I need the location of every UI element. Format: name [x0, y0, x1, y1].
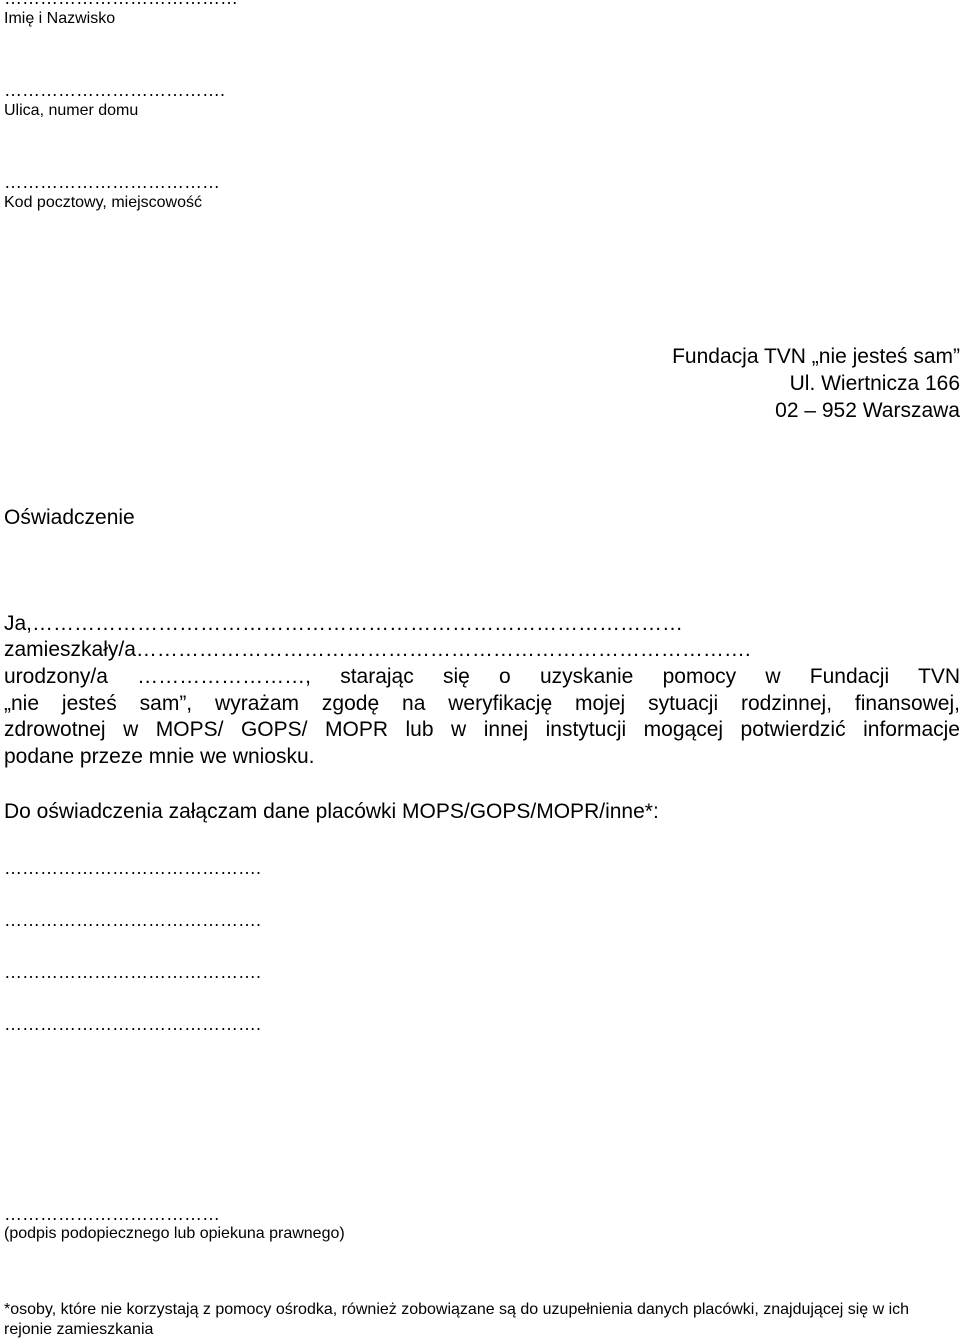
city-dots: ………………………………	[4, 172, 220, 192]
attachment-label: Do oświadczenia załączam dane placówki MOPS/GOPS/MOPR/inne*:	[4, 800, 659, 823]
body-line-name: Ja,…………………………………………………………………………………	[4, 612, 684, 635]
footnote: *osoby, które nie korzystają z pomocy ośrodka, również zobowiązane są do uzupełnienia danych placówki, znajdującej się w ich rejonie zamieszkania	[4, 1301, 910, 1338]
body-line-consent: „nie jesteś sam”, wyrażam zgodę na weryfikację mojej sytuacji rodzinnej, finansowej,	[4, 691, 960, 715]
signature-dots: ………………………………	[4, 1204, 220, 1224]
body-line-address: zamieszkały/a…………………………………………………………………………….	[4, 638, 751, 661]
attachment-line: …………………………………….	[4, 962, 262, 982]
city-label: Kod pocztowy, miejscowość	[4, 194, 202, 211]
recipient-line-3: 02 – 952 Warszawa	[775, 399, 960, 422]
attachment-line: …………………………………….	[4, 858, 262, 878]
street-dots: ……………………………….	[4, 80, 226, 100]
document-title: Oświadczenie	[4, 506, 135, 529]
name-label: Imię i Nazwisko	[4, 10, 116, 27]
street-label: Ulica, numer domu	[4, 102, 139, 119]
attachment-line: …………………………………….	[4, 910, 262, 930]
attachment-line: …………………………………….	[4, 1014, 262, 1034]
body-line-institutions: zdrowotnej w MOPS/ GOPS/ MOPR lub w innej instytucji mogącej potwierdzić informacje	[4, 718, 960, 741]
name-dots	[4, 0, 238, 9]
body-line-end: podane przeze mnie we wniosku.	[4, 744, 315, 768]
signature-label: (podpis podopiecznego lub opiekuna prawnego)	[4, 1225, 345, 1242]
consent-paragraph	[4, 664, 960, 770]
body-line-birth: urodzony/a ……………………, starając się o uzyskanie pomocy w Fundacji TVN	[4, 665, 960, 688]
recipient-line-1: Fundacja TVN „nie jesteś sam”	[672, 345, 960, 368]
recipient-line-2: Ul. Wiertnicza 166	[789, 372, 960, 395]
